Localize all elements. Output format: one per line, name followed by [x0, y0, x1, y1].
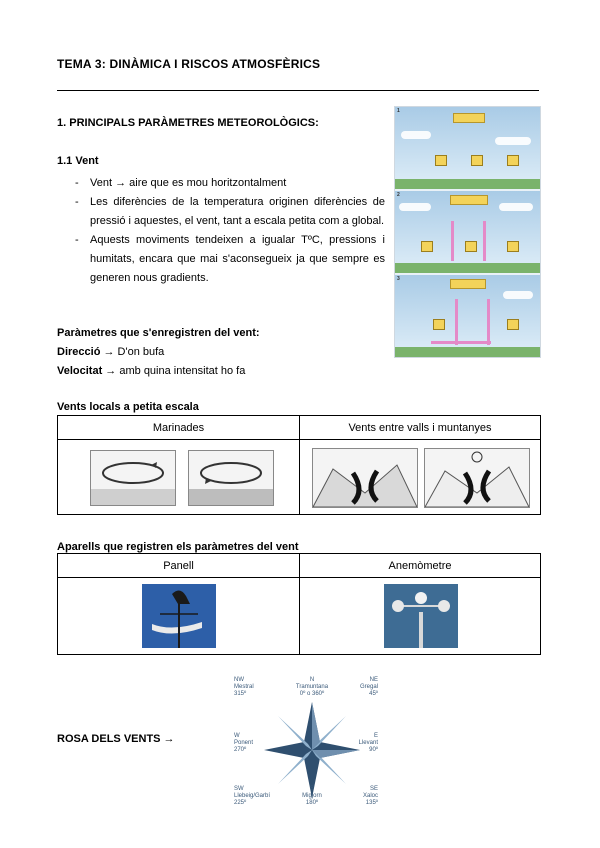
title-underline [57, 90, 539, 91]
pressure-box [507, 155, 519, 166]
wind-name: Llebeig/Garbí [234, 793, 271, 799]
param-def: → D'on bufa [100, 346, 165, 358]
valley-wind-night-illustration [312, 448, 418, 508]
wind-degrees: 270º [234, 747, 247, 753]
weathervane-photo [142, 584, 216, 648]
direction-se [354, 786, 378, 807]
direction-e [354, 733, 378, 754]
cloud-shape [399, 203, 431, 211]
wind-degrees: 135º [365, 800, 378, 806]
table-header-cell: Vents entre valls i muntanyes [300, 416, 541, 440]
cloud-shape [495, 137, 531, 145]
direction-w [234, 733, 253, 754]
pressure-box [435, 155, 447, 166]
panel-number: 3 [397, 276, 400, 282]
bullet-text: Les diferències de la temperatura originen diferències de pressió i aquestes, el vent, tant a escala petita com a global. [90, 196, 385, 227]
direction-code: SE [369, 786, 378, 792]
anemometer-photo [384, 584, 458, 648]
wind-circulation-arrow [487, 299, 490, 345]
ground-strip [395, 347, 540, 357]
sea-breeze-day-illustration [90, 450, 176, 506]
section-heading: 1. PRINCIPALS PARÀMETRES METEOROLÒGICS: [57, 117, 319, 129]
sea-breeze-night-illustration [188, 450, 274, 506]
cloud-shape [503, 291, 533, 299]
wind-bullet-list [57, 174, 385, 288]
sea-breeze-images-cell [58, 440, 300, 515]
direction-code: W [234, 733, 240, 739]
anemometer-image-cell [300, 578, 541, 655]
param-direction [57, 343, 260, 362]
panel-number: 2 [397, 192, 400, 198]
direction-nw [234, 677, 254, 698]
direction-n [282, 677, 342, 698]
pressure-box [421, 241, 433, 252]
pressure-box [471, 155, 483, 166]
pressure-box [465, 241, 477, 252]
figure-panel-1 [395, 107, 540, 189]
compass-rose-label: ROSA DELS VENTS → [57, 733, 175, 745]
wind-name: Mestral [234, 684, 254, 690]
pressure-box [507, 241, 519, 252]
wind-parameters [57, 324, 260, 381]
figure-panel-3 [395, 275, 540, 357]
local-winds-heading: Vents locals a petita escala [57, 401, 199, 413]
direction-sw [234, 786, 270, 807]
wind-degrees: 315º [234, 691, 247, 697]
title-sign [453, 113, 485, 123]
param-term: Velocitat [57, 365, 103, 377]
rising-air-arrow [483, 221, 486, 261]
param-def: → amb quina intensitat ho fa [102, 365, 246, 377]
params-heading: Paràmetres que s'enregistren del vent: [57, 327, 260, 339]
direction-code: SW [234, 786, 244, 792]
instruments-table [57, 553, 541, 655]
title-sign [450, 279, 486, 289]
pressure-box [433, 319, 445, 330]
wind-name: Llevant [358, 740, 378, 746]
wind-degrees: 180º [305, 800, 319, 806]
bullet-text: Aquests moviments tendeixen a igualar TºC, pressions i humitats, encara que mai s'aconsegueix ja que sempre es generen nous gradients. [90, 234, 385, 284]
instruments-heading: Aparells que registren els paràmetres del vent [57, 541, 299, 553]
table-header-cell: Anemòmetre [300, 554, 541, 578]
param-velocity [57, 362, 260, 381]
wind-degrees: 45º [369, 691, 378, 697]
wind-name: Xaloc [362, 793, 378, 799]
bullet-text: Vent → aire que es mou horitzontalment [90, 177, 287, 189]
direction-ne [356, 677, 378, 698]
wind-name: Migjorn [302, 793, 322, 799]
direction-s [282, 786, 342, 807]
rising-air-arrow [451, 221, 454, 261]
wind-name: Tramuntana [295, 684, 329, 690]
direction-code: S [309, 786, 314, 792]
title-sign [450, 195, 488, 205]
direction-code: E [373, 733, 378, 739]
wind-name: Gregal [359, 684, 378, 690]
surface-wind-arrow [431, 341, 491, 344]
valley-mountain-images-cell [300, 440, 541, 515]
figure-panel-2 [395, 191, 540, 273]
param-term: Direcció [57, 346, 101, 358]
cloud-shape [401, 131, 431, 139]
bullet-item: - Aquests moviments tendeixen a igualar TºC, pressions i humitats, encara que mai s'aconsegueix ja que sempre es generen nous gradients. [75, 234, 385, 284]
table-header-cell: Marinades [58, 416, 300, 440]
pressure-wind-figure [394, 106, 541, 358]
wind-degrees: 225º [234, 800, 247, 806]
subsection-heading: 1.1 Vent [57, 155, 99, 167]
table-header-cell: Panell [58, 554, 300, 578]
page-title: TEMA 3: DINÀMICA I RISCOS ATMOSFÈRICS [57, 57, 321, 71]
weathervane-image-cell [58, 578, 300, 655]
local-winds-table [57, 415, 541, 515]
compass-rose-icon [262, 700, 362, 800]
panel-number: 1 [397, 108, 400, 114]
pressure-box [507, 319, 519, 330]
wind-degrees: 90º [369, 747, 378, 753]
direction-code: N [309, 677, 315, 683]
wind-circulation-arrow [455, 299, 458, 345]
ground-strip [395, 179, 540, 189]
cloud-shape [499, 203, 533, 211]
ground-strip [395, 263, 540, 273]
valley-wind-day-illustration [424, 448, 530, 508]
direction-code: NW [234, 677, 244, 683]
wind-degrees: 0º o 360º [299, 691, 325, 697]
direction-code: NE [369, 677, 378, 683]
bullet-item: - Vent → aire que es mou horitzontalment [75, 177, 287, 189]
bullet-item: - Les diferències de la temperatura originen diferències de pressió i aquestes, el vent, tant a escala petita com a global. [75, 196, 385, 227]
wind-name: Ponent [234, 740, 254, 746]
